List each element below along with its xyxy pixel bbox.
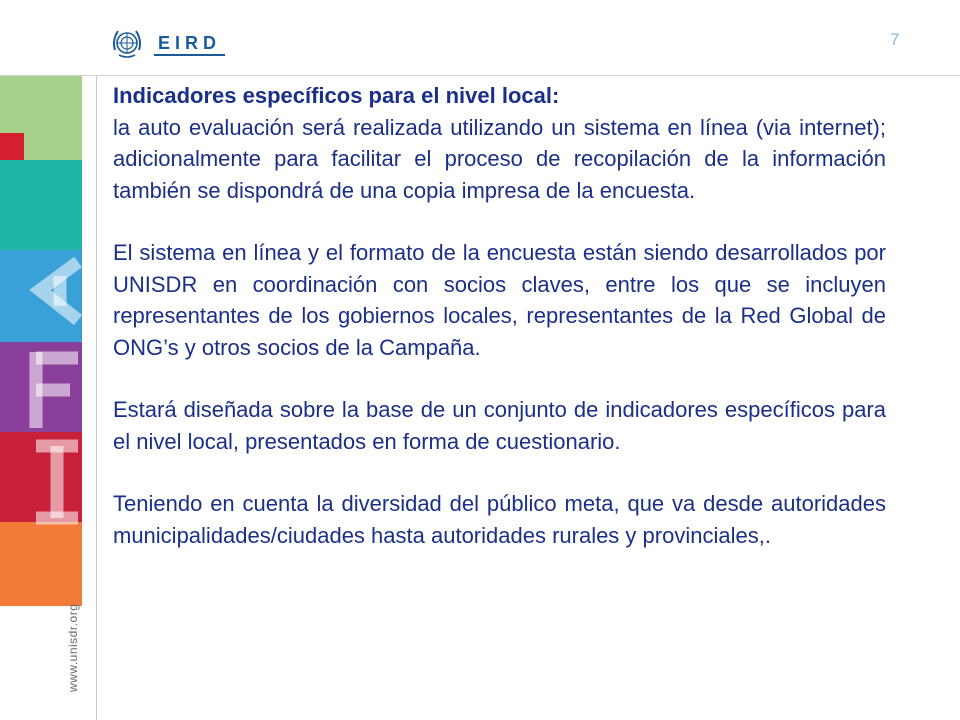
- paragraph-4: Teniendo en cuenta la diversidad del público meta, que va desde autoridades municipalidades/ciudades hasta autoridades rurales y provinciales,.: [113, 491, 886, 548]
- slide-body: [113, 80, 886, 551]
- paragraph-1: la auto evaluación será realizada utilizando un sistema en línea (via internet); adicionalmente para facilitar el proceso de recopilación de la información también se dispondrá de una copia impresa de la encuesta.: [113, 114, 886, 203]
- sidebar-divider: [96, 76, 97, 720]
- paragraph-2: El sistema en línea y el formato de la encuesta están siendo desarrollados por UNISDR en coordinación con socios claves, entre los que se incluyen representantes de los gobiernos locales, representantes de la Red Global de ONG’s y otros socios de la Campaña.: [113, 240, 886, 360]
- sidebar-band-teal: [0, 160, 82, 250]
- section-heading: Indicadores específicos para el nivel local:: [113, 83, 560, 108]
- hfa-logo-letters: [0, 250, 82, 540]
- un-emblem-icon: [110, 26, 144, 60]
- paragraph-3: Estará diseñada sobre la base de un conjunto de indicadores específicos para el nivel local, presentados en forma de cuestionario.: [113, 397, 886, 454]
- eird-logo: [110, 25, 225, 61]
- eird-underline: [154, 54, 225, 56]
- page-number: 7: [890, 30, 900, 49]
- sidebar-band-red: [0, 133, 24, 160]
- header-divider: [0, 75, 960, 76]
- website-url: www.unisdr.org: [66, 603, 80, 692]
- eird-text: EIRD: [158, 32, 222, 53]
- eird-wordmark: [154, 30, 225, 56]
- paragraph-gap: [113, 363, 886, 394]
- paragraph-gap: [113, 206, 886, 237]
- paragraph-gap: [113, 457, 886, 488]
